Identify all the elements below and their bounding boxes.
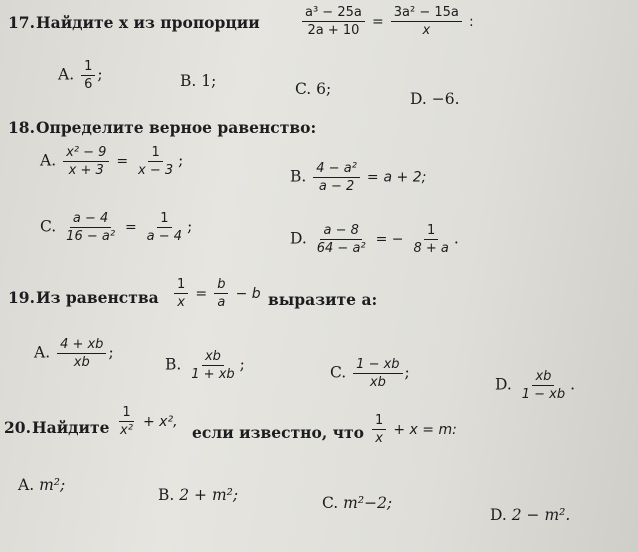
option-tail: ; <box>187 217 193 236</box>
question-17-number: 17. <box>8 13 35 32</box>
option-letter: D. <box>490 506 507 524</box>
option-tail: ; <box>404 363 410 382</box>
numerator: xb <box>202 350 224 366</box>
fraction <box>63 212 118 243</box>
option-letter: D. <box>495 375 512 394</box>
question-19-after: выразите a: <box>268 290 378 309</box>
option-tail: ; <box>239 355 245 374</box>
fraction <box>302 6 365 37</box>
denominator: 8 + a <box>413 241 449 256</box>
fraction <box>214 278 228 309</box>
denominator: 16 − a² <box>66 229 116 244</box>
option-text: 6; <box>316 80 332 98</box>
option-letter: A. <box>58 65 75 84</box>
condition-rest: + x = m: <box>393 422 457 438</box>
denominator: x <box>177 295 185 310</box>
option-letter: C. <box>330 363 347 382</box>
option-letter: C. <box>322 494 339 512</box>
denominator: a − 2 <box>318 179 355 194</box>
option-letter: C. <box>295 80 312 98</box>
fraction <box>117 406 136 437</box>
option-tail: ; <box>108 343 114 362</box>
question-19-number: 19. <box>8 288 35 307</box>
q17-option-c <box>295 82 331 98</box>
question-18-number: 18. <box>8 118 35 137</box>
denominator: 6 <box>84 77 93 92</box>
fraction <box>135 146 176 177</box>
equals-sign: = <box>116 153 129 170</box>
q17-option-d <box>410 92 460 108</box>
numerator: 1 <box>424 224 438 240</box>
option-letter: B. <box>158 486 175 504</box>
q18-option-a <box>40 146 183 177</box>
denominator: a <box>217 295 226 310</box>
q19-option-b <box>165 350 245 381</box>
numerator: xb <box>532 370 554 386</box>
option-letter: C. <box>40 217 57 236</box>
q20-option-c <box>322 496 392 512</box>
option-tail: ; <box>97 65 103 84</box>
plus-term: + x², <box>143 414 178 430</box>
denominator: xb <box>73 355 90 370</box>
numerator: 4 − a² <box>313 162 360 178</box>
option-letter: A. <box>40 151 57 170</box>
fraction <box>174 278 188 309</box>
option-tail: ; <box>178 151 184 170</box>
denominator: x − 3 <box>138 163 174 178</box>
option-letter: A. <box>34 343 51 362</box>
option-text: −6. <box>431 90 460 108</box>
fraction <box>144 212 185 243</box>
option-tail: . <box>453 229 459 248</box>
option-tail: . <box>570 375 576 394</box>
equals-sign: = <box>195 286 208 302</box>
numerator: 1 <box>372 414 386 430</box>
option-rest: a + 2; <box>383 169 427 186</box>
numerator: 1 <box>119 406 133 422</box>
option-text: 1; <box>201 72 217 90</box>
denominator: x² <box>120 423 133 438</box>
equals-sign: = <box>366 169 379 186</box>
option-text: m²; <box>39 476 66 494</box>
option-letter: B. <box>290 167 307 186</box>
equals-sign: = <box>125 219 137 236</box>
denominator: 1 − xb <box>521 387 566 402</box>
fraction <box>353 358 402 389</box>
colon: : <box>468 14 474 30</box>
denominator: x <box>375 431 383 446</box>
q19-option-c <box>330 358 410 389</box>
q17-option-a <box>58 60 103 91</box>
option-text: m²−2; <box>343 494 393 512</box>
minus-term: − b <box>235 286 261 302</box>
denominator: 2a + 10 <box>307 23 360 38</box>
q18-option-b <box>290 162 426 193</box>
option-letter: B. <box>180 72 197 90</box>
numerator: a³ − 25a <box>302 6 365 22</box>
question-20-condition: если известно, что <box>192 423 364 442</box>
equals-sign: = − <box>375 231 404 248</box>
equals-sign: = <box>371 14 384 30</box>
denominator: a − 4 <box>146 229 183 244</box>
denominator: x <box>422 23 431 38</box>
option-letter: B. <box>165 355 182 374</box>
fraction <box>372 414 386 445</box>
fraction <box>391 6 462 37</box>
numerator: 1 <box>157 212 171 228</box>
q17-option-b <box>180 74 216 90</box>
option-letter: D. <box>410 90 427 108</box>
q20-option-b <box>158 488 238 504</box>
question-17-proportion <box>300 6 474 37</box>
option-text: 2 − m². <box>511 506 571 524</box>
question-20-stem: Найдите <box>32 418 110 437</box>
fraction <box>314 224 369 255</box>
question-20-number: 20. <box>4 418 31 437</box>
denominator: x + 3 <box>68 163 104 178</box>
option-letter: A. <box>18 476 35 494</box>
numerator: 1 − xb <box>353 358 402 374</box>
q20-option-a <box>18 478 65 494</box>
option-text: 2 + m²; <box>179 486 239 504</box>
denominator: 1 + xb <box>191 367 235 382</box>
question-18-stem: Определите верное равенство: <box>36 118 317 137</box>
denominator: 64 − a² <box>316 241 366 256</box>
question-20-expression <box>115 406 178 437</box>
numerator: 3a² − 15a <box>391 6 462 22</box>
numerator: a − 4 <box>70 212 111 228</box>
numerator: b <box>214 278 228 294</box>
fraction <box>410 224 451 255</box>
numerator: a − 8 <box>320 224 361 240</box>
question-17-stem: Найдите x из пропорции <box>36 13 260 32</box>
q20-option-d <box>490 508 570 524</box>
question-20-condition-equation <box>370 414 457 445</box>
question-19-stem: Из равенства <box>36 288 159 307</box>
numerator: 4 + xb <box>57 338 106 354</box>
numerator: x² − 9 <box>63 146 109 162</box>
numerator: 1 <box>174 278 188 294</box>
denominator: xb <box>369 375 386 390</box>
option-letter: D. <box>290 229 307 248</box>
fraction <box>57 338 106 369</box>
fraction <box>188 350 237 381</box>
q18-option-c <box>40 212 192 243</box>
question-19-equation <box>172 278 261 309</box>
fraction <box>63 146 109 177</box>
numerator: 1 <box>81 60 95 76</box>
q18-option-d <box>290 224 459 255</box>
fraction <box>519 370 568 401</box>
fraction <box>81 60 95 91</box>
numerator: 1 <box>148 146 162 162</box>
q19-option-a <box>34 338 114 369</box>
fraction <box>313 162 360 193</box>
q19-option-d <box>495 370 575 401</box>
